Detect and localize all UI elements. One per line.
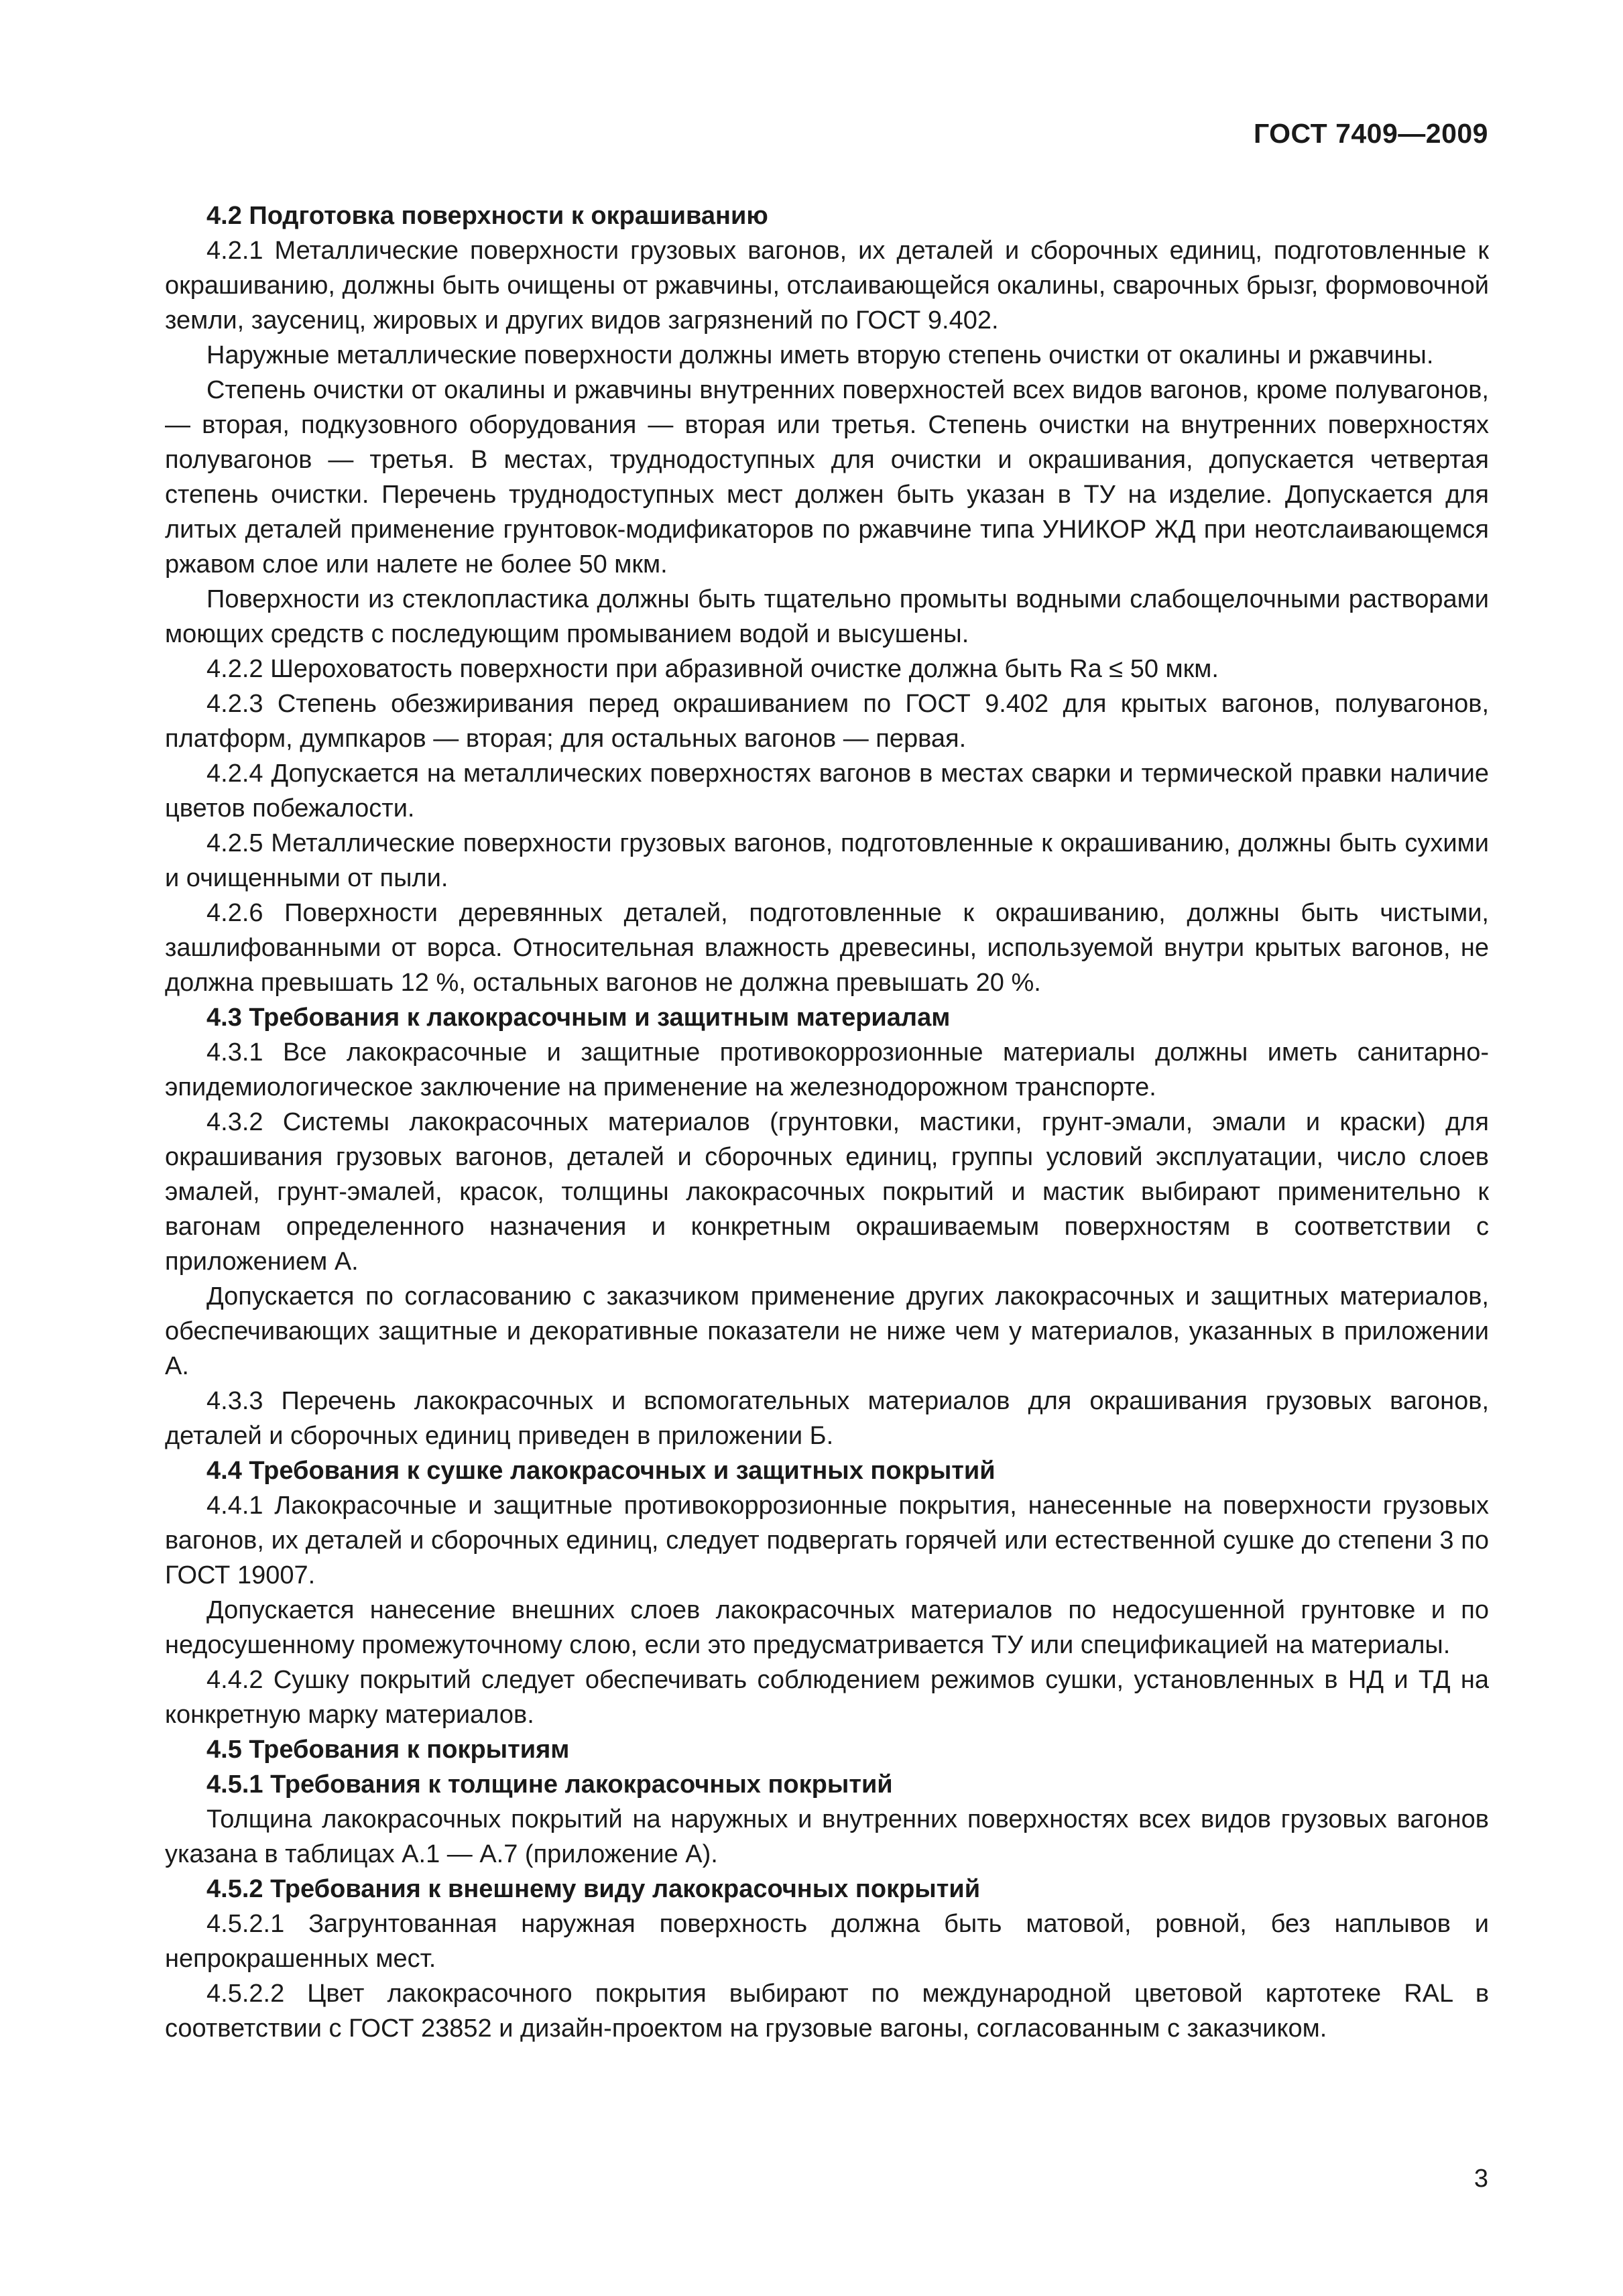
paragraph: Допускается по согласованию с заказчиком применение других лакокрасочных и защитных материалов, обеспечивающих защитные и декоративные показатели не ниже чем у материалов, указанных в приложении А. [165, 1282, 1489, 1380]
paragraph: 4.4.2 Сушку покрытий следует обеспечивать соблюдением режимов сушки, установленных в НД и ТД на конкретную марку материалов. [165, 1666, 1489, 1729]
subsection-heading: 4.5.2 Требования к внешнему виду лакокрасочных покрытий [206, 1875, 981, 1903]
paragraph: 4.3.3 Перечень лакокрасочных и вспомогательных материалов для окрашивания грузовых вагонов, деталей и сборочных единиц приведен в приложении Б. [165, 1387, 1489, 1450]
paragraph: 4.2.6 Поверхности деревянных деталей, подготовленные к окрашиванию, должны быть чистыми, зашлифованными от ворса. Относительная влажность древесины, используемой внутри крытых вагонов, не должна превышать 12 %, остальных вагонов не должна превышать 20 %. [165, 899, 1489, 997]
paragraph: 4.3.2 Системы лакокрасочных материалов (грунтовки, мастики, грунт-эмали, эмали и краски) для окрашивания грузовых вагонов, деталей и сборочных единиц, группы условий эксплуатации, число слоев эмалей, грунт-эмалей, красок, толщины лакокрасочных покрытий и мастик выбирают применительно к вагонам определенного назначения и конкретным окрашиваемым поверхностям в соответствии с приложением А. [165, 1108, 1489, 1276]
paragraph: 4.2.2 Шероховатость поверхности при абразивной очистке должна быть Ra ≤ 50 мкм. [206, 655, 1219, 683]
section-heading: 4.5 Требования к покрытиям [206, 1736, 570, 1764]
paragraph: Наружные металлические поверхности должны иметь вторую степень очистки от окалины и ржавчины. [206, 341, 1434, 369]
paragraph: 4.2.5 Металлические поверхности грузовых вагонов, подготовленные к окрашиванию, должны быть сухими и очищенными от пыли. [165, 829, 1489, 892]
section-heading: 4.2 Подготовка поверхности к окрашиванию [206, 202, 768, 230]
paragraph: 4.5.2.2 Цвет лакокрасочного покрытия выбирают по международной цветовой картотеке RAL в соответствии с ГОСТ 23852 и дизайн-проектом на грузовые вагоны, согласованным с заказчиком. [165, 1980, 1489, 2043]
section-heading: 4.4 Требования к сушке лакокрасочных и защитных покрытий [206, 1457, 996, 1485]
document-body [165, 198, 1489, 2046]
paragraph: 4.2.4 Допускается на металлических поверхностях вагонов в местах сварки и термической правки наличие цветов побежалости. [165, 760, 1489, 823]
section-heading: 4.3 Требования к лакокрасочным и защитным материалам [206, 1004, 951, 1032]
paragraph: 4.3.1 Все лакокрасочные и защитные противокоррозионные материалы должны иметь санитарно-эпидемиологическое заключение на применение на железнодорожном транспорте. [165, 1038, 1489, 1101]
paragraph: 4.5.2.1 Загрунтованная наружная поверхность должна быть матовой, ровной, без наплывов и непрокрашенных мест. [165, 1910, 1489, 1973]
paragraph: Толщина лакокрасочных покрытий на наружных и внутренних поверхностях всех видов грузовых вагонов указана в таблицах А.1 — А.7 (приложение А). [165, 1805, 1489, 1868]
document-code-header: ГОСТ 7409—2009 [1253, 118, 1488, 149]
paragraph: 4.4.1 Лакокрасочные и защитные противокоррозионные покрытия, нанесенные на поверхности грузовых вагонов, их деталей и сборочных единиц, следует подвергать горячей или естественной сушке до степени 3 по ГОСТ 19007. [165, 1492, 1489, 1589]
subsection-heading: 4.5.1 Требования к толщине лакокрасочных покрытий [206, 1770, 893, 1799]
paragraph: Поверхности из стеклопластика должны быть тщательно промыты водными слабощелочными растворами моющих средств с последующим промыванием водой и высушены. [165, 585, 1489, 648]
paragraph: 4.2.1 Металлические поверхности грузовых вагонов, их деталей и сборочных единиц, подготовленные к окрашиванию, должны быть очищены от ржавчины, отслаивающейся окалины, сварочных брызг, формовочной земли, заусениц, жировых и других видов загрязнений по ГОСТ 9.402. [165, 237, 1489, 335]
paragraph: 4.2.3 Степень обезжиривания перед окрашиванием по ГОСТ 9.402 для крытых вагонов, полувагонов, платформ, думпкаров — вторая; для остальных вагонов — первая. [165, 690, 1489, 753]
paragraph: Допускается нанесение внешних слоев лакокрасочных материалов по недосушенной грунтовке и по недосушенному промежуточному слою, если это предусматривается ТУ или спецификацией на материалы. [165, 1596, 1489, 1659]
paragraph: Степень очистки от окалины и ржавчины внутренних поверхностей всех видов вагонов, кроме полувагонов, — вторая, подкузовного оборудования — вторая или третья. Степень очистки на внутренних поверхностях полувагонов — третья. В местах, труднодоступных для очистки и окрашивания, допускается четвертая степень очистки. Перечень труднодоступных мест должен быть указан в ТУ на изделие. Допускается для литых деталей применение грунтовок-модификаторов по ржавчине типа УНИКОР ЖД при неотслаивающемся ржавом слое или налете не более 50 мкм. [165, 376, 1489, 579]
page-number: 3 [1474, 2165, 1488, 2193]
